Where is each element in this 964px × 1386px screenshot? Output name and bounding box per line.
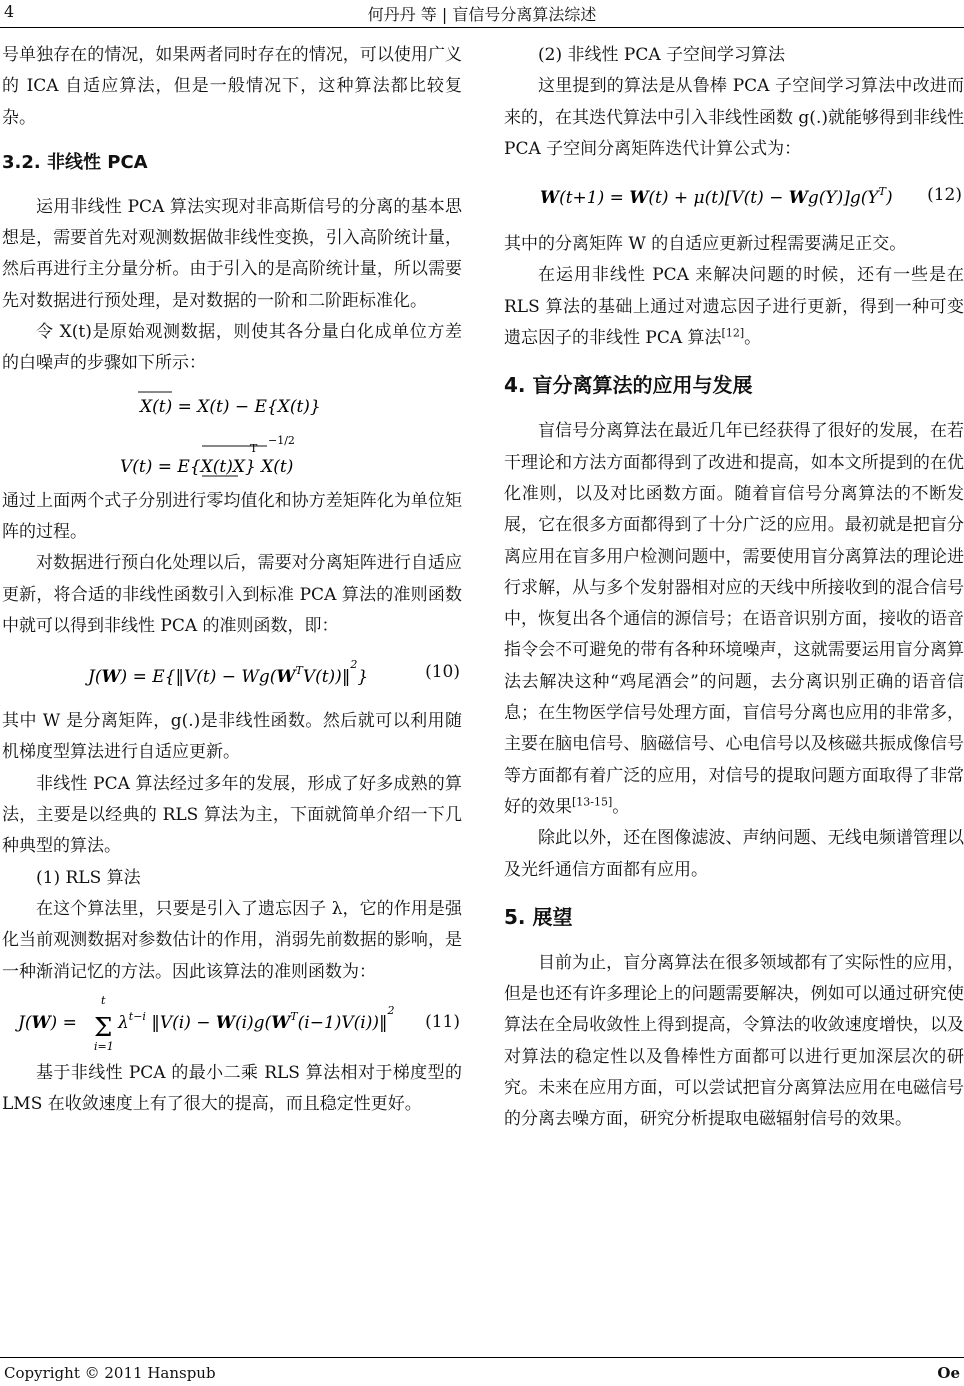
svg-text:W(t+1) = W(t) + μ(t)[V(t) − Wg: $W(t+1) = W(t) + \mu(t)[V(t) - Wg(Y)]g(Y^T)$ bbox=[540, 185, 893, 209]
paragraph: 其中的分离矩阵 W 的自适应更新过程需要满足正交。 bbox=[504, 234, 907, 255]
svg-text:t: t bbox=[101, 993, 106, 1007]
journal-abbreviation: Oe bbox=[937, 1364, 960, 1382]
equation-12-graphic bbox=[504, 165, 924, 229]
page-footer bbox=[0, 1352, 964, 1386]
paragraph-end: 。 bbox=[612, 796, 630, 817]
citation: [13-15] bbox=[572, 795, 613, 809]
left-column bbox=[2, 40, 462, 1120]
running-title: 何丹丹 等 | 盲信号分离算法综述 bbox=[367, 5, 597, 24]
footer-rule bbox=[0, 1357, 964, 1358]
svg-text:i=1: i=1 bbox=[94, 1039, 114, 1053]
equation-number: (12) bbox=[927, 185, 962, 206]
paragraph: 号单独存在的情况，如果两者同时存在的情况，可以使用广义的 ICA 自适应算法，但是一般情况下，这种算法都比较复杂。 bbox=[2, 45, 462, 128]
svg-text:T: T bbox=[250, 441, 258, 455]
paragraph-text: 在运用非线性 PCA 来解决问题的时候，还有一些是在 RLS 算法的基础上通过对遗忘因子进行更新，得到一种可变遗忘因子的非线性 PCA 算法 bbox=[504, 265, 964, 349]
svg-text:J(W) =: J(W) = bbox=[18, 1012, 77, 1033]
svg-text:X(t) = X(t) − E{X(t)}: X(t) = X(t) − E{X(t)} bbox=[140, 396, 321, 417]
svg-text:λt−i ‖V(i) − W(i)g(WT(i−1)V(i): $\lambda^{t-i}$ ‖V(i) − $W(i)g(W^T(i-1)V(i))‖^2$ bbox=[118, 1003, 395, 1033]
equation-number: (10) bbox=[425, 662, 460, 683]
paragraph: 基于非线性 PCA 的最小二乘 RLS 算法相对于梯度型的 LMS 在收敛速度上有了很大的提高，而且稳定性更好。 bbox=[2, 1062, 462, 1115]
equation-number: (11) bbox=[425, 1011, 460, 1032]
page-header bbox=[0, 0, 964, 30]
equation-10-graphic bbox=[2, 642, 422, 706]
equation-10 bbox=[2, 642, 462, 706]
paragraph: 非线性 PCA 算法经过多年的发展，形成了好多成熟的算法，主要是以经典的 RLS 算法为主，下面就简单介绍一下几种典型的算法。 bbox=[2, 773, 462, 857]
paragraph: 通过上面两个式子分别进行零均值化和协方差矩阵化为单位矩阵的过程。 bbox=[2, 490, 462, 542]
whitening-equations-graphic bbox=[2, 380, 462, 486]
equation-12 bbox=[504, 165, 964, 229]
svg-text:Σ: Σ bbox=[94, 1012, 113, 1043]
paragraph: 对数据进行预白化处理以后，需要对分离矩阵进行自适应更新，将合适的非线性函数引入到标准 PCA 算法的准则函数中就可以得到非线性 PCA 的准则函数，即： bbox=[2, 553, 462, 636]
section-heading-4: 4. 盲分离算法的应用与发展 bbox=[504, 373, 753, 398]
subheading-rls: (1) RLS 算法 bbox=[36, 867, 141, 888]
equation-11 bbox=[2, 988, 462, 1058]
paragraph: 除此以外，还在图像滤波、声纳问题、无线电频谱管理以及光纤通信方面都有应用。 bbox=[504, 828, 964, 880]
paragraph bbox=[504, 416, 964, 823]
subheading-subspace: (2) 非线性 PCA 子空间学习算法 bbox=[538, 45, 786, 65]
paragraph: 在这个算法里，只要是引入了遗忘因子 λ，它的作用是强化当前观测数据对参数估计的作用，消弱先前数据的影响，是一种渐消记忆的方法。因此该算法的准则函数为： bbox=[2, 898, 462, 982]
citation: [12] bbox=[721, 326, 745, 340]
header-rule bbox=[0, 27, 964, 28]
page-number: 4 bbox=[4, 2, 15, 21]
copyright-notice: Copyright © 2011 Hanspub bbox=[4, 1364, 216, 1382]
section-heading-5: 5. 展望 bbox=[504, 904, 573, 929]
paragraph: 这里提到的算法是从鲁棒 PCA 子空间学习算法中改进而来的，在其迭代算法中引入非线性函数 g(.)就能够得到非线性 PCA 子空间分离矩阵迭代计算公式为： bbox=[504, 76, 964, 159]
paragraph-text: 盲信号分离算法在最近几年已经获得了很好的发展，在若干理论和方法方面都得到了改进和提高，如本文所提到的在优化准则，以及对比函数方面。随着盲信号分离算法的不断发展，它在很多方面都得到了十分广泛的应用。最初就是把盲分离应用在盲多用户检测问题中，需要使用盲分离算法的理论进行求解，从与多个发射器相对应的天线中所接收到的混合信号中，恢复出各个通信的源信号；在语音识别方面，接收的语音指令会不可避免的带有各种环境噪声，这就需要运用盲分离算法去解决这种“鸡尾酒会”的问题，去分离识别正确的语音信息；在生物医学信号处理方面，盲信号分离也应用的非常多，主要在脑电信号、脑磁信号、心电信号以及核磁共振成像信号等方面都有着广泛的应用，对信号的提取问题方面取得了非常好的效果 bbox=[504, 421, 964, 817]
paragraph-end: 。 bbox=[744, 328, 762, 349]
section-heading-3-2: 3.2. 非线性 PCA bbox=[2, 151, 148, 173]
svg-text:−1/2: −1/2 bbox=[268, 433, 295, 447]
paragraph: 其中 W 是分离矩阵，g(.)是非线性函数。然后就可以利用随机梯度型算法进行自适应更新。 bbox=[2, 711, 462, 763]
svg-text:J(W) = E{‖V(t) − Wg(WTV(t))‖2}: J(W) = E{‖V(t) − $Wg(W^TV(t))‖^2$} bbox=[88, 658, 369, 688]
paragraph bbox=[504, 260, 964, 354]
paragraph: 令 X(t)是原始观测数据，则使其各分量白化成单位方差的白噪声的步骤如下所示： bbox=[2, 322, 462, 374]
whitening-equations bbox=[2, 380, 462, 486]
paragraph: 运用非线性 PCA 算法实现对非高斯信号的分离的基本思想是，需要首先对观测数据做非线性变换，引入高阶统计量，然后再进行主分量分析。由于引入的是高阶统计量，所以需要先对数据进行预处理，是对数据的一阶和二阶距标准化。 bbox=[2, 196, 462, 311]
right-column bbox=[504, 40, 964, 1136]
svg-text:V(t) = E{X(t)X} X(t): V(t) = E{X(t)X} X(t) bbox=[120, 456, 294, 477]
paragraph: 目前为止，盲分离算法在很多领域都有了实际性的应用，但是也还有许多理论上的问题需要解决，例如可以通过研究使算法在全局收敛性上得到提高，令算法的收敛速度增快，以及对算法的稳定性以及鲁棒性方面都可以进行更加深层次的研究。未来在应用方面，可以尝试把盲分离算法应用在电磁信号的分离去噪方面，研究分析提取电磁辐射信号的效果。 bbox=[504, 952, 964, 1130]
equation-11-graphic bbox=[2, 988, 422, 1058]
